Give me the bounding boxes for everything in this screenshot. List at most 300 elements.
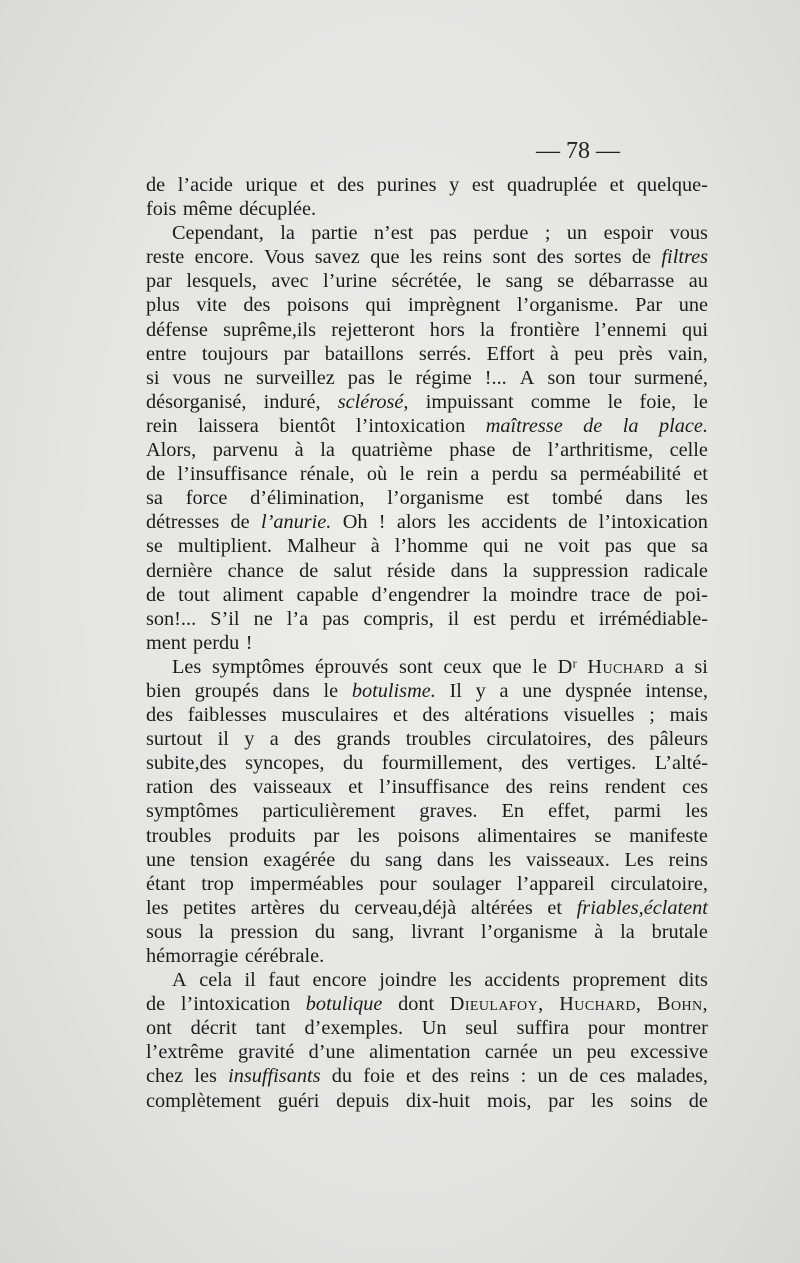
word: l’extrême <box>146 1041 224 1064</box>
word: le <box>532 655 547 678</box>
word: de <box>146 993 166 1016</box>
word: Huchard, <box>559 993 642 1016</box>
word: l’intoxication <box>598 511 708 534</box>
word: circulatoires, <box>486 728 592 751</box>
word: rejetteront <box>331 318 415 341</box>
word: Il <box>449 679 462 702</box>
word: vous <box>669 222 708 245</box>
word: ! <box>378 511 386 534</box>
word: les <box>447 511 471 534</box>
word: il <box>244 969 256 992</box>
word: y <box>475 679 486 702</box>
text-line <box>146 872 708 896</box>
word: dernière <box>146 559 213 582</box>
word: il <box>217 728 229 751</box>
word: n’est <box>373 222 414 245</box>
word: de <box>643 583 663 606</box>
text-line <box>146 438 708 462</box>
word: sont <box>492 246 527 269</box>
word: sa <box>550 463 568 486</box>
word: de <box>511 439 532 462</box>
word: urique <box>245 174 298 196</box>
word: carnée <box>484 1041 538 1064</box>
word: rendent <box>604 776 666 799</box>
word: même <box>182 198 233 221</box>
word: L’alté- <box>654 752 708 775</box>
word: la <box>620 920 635 943</box>
word: pas <box>322 607 350 630</box>
word: des <box>536 246 564 269</box>
word: vaisseaux. <box>525 848 610 871</box>
word: l’acide <box>177 174 233 196</box>
word: à <box>294 439 304 462</box>
word: foie, <box>639 390 677 413</box>
word: salut <box>333 559 372 582</box>
word: sous <box>146 920 183 943</box>
word: des <box>607 728 635 751</box>
word: régime <box>415 366 472 389</box>
word: alimentation <box>369 1041 471 1064</box>
word: les <box>685 487 708 510</box>
word: et <box>309 174 325 196</box>
text-line <box>146 414 708 438</box>
word: le <box>476 270 492 293</box>
text-line <box>146 631 708 655</box>
word: fois <box>146 198 177 221</box>
word: petites <box>183 896 237 919</box>
word: a <box>499 679 509 702</box>
word: des <box>146 704 174 727</box>
word: l’intoxication <box>356 414 466 437</box>
text-line <box>146 221 708 245</box>
word: pas <box>429 222 457 245</box>
word: bien <box>146 679 181 702</box>
text-line <box>146 173 708 197</box>
word: : <box>520 1065 527 1088</box>
word: Vous <box>264 246 305 269</box>
word: trace <box>590 583 631 606</box>
text-line <box>146 1016 708 1040</box>
word: perméabilité <box>579 463 681 486</box>
word: sang, <box>351 920 395 943</box>
word: avec <box>271 270 309 293</box>
word: voit <box>558 535 590 558</box>
word: l’ennemi <box>594 318 667 341</box>
word: la <box>502 559 518 582</box>
word: qui <box>365 294 392 317</box>
word: Dieulafoy, <box>449 993 544 1016</box>
word: perdue <box>473 222 529 245</box>
word: étant <box>146 872 186 895</box>
paragraph <box>146 221 708 655</box>
word: force <box>185 487 228 510</box>
word: de <box>146 463 166 486</box>
word: poisons <box>286 294 349 317</box>
word: l’insuffisance <box>379 776 490 799</box>
word: phase <box>449 439 496 462</box>
text-line <box>146 366 708 390</box>
word: et <box>348 776 363 799</box>
word: des <box>294 728 322 751</box>
word: dans <box>272 679 310 702</box>
word: se <box>594 824 612 847</box>
word: pas <box>347 366 375 389</box>
word: dans <box>625 487 663 510</box>
word: filtres <box>661 246 708 269</box>
word: pour <box>379 872 417 895</box>
word: manifeste <box>629 824 708 847</box>
word: soins <box>630 1089 672 1112</box>
text-line <box>146 799 708 823</box>
word: visuelles <box>563 704 635 727</box>
word: un <box>566 222 588 245</box>
word: Bohn, <box>657 993 708 1016</box>
word: vertiges. <box>566 752 637 775</box>
text-line <box>146 968 708 992</box>
word: rein <box>426 463 459 486</box>
word: ; <box>649 704 655 727</box>
word: Dʳ <box>557 655 577 678</box>
word: induré, <box>263 390 321 413</box>
text-line <box>146 1089 708 1113</box>
word: des <box>337 174 365 196</box>
text-line <box>146 510 708 534</box>
word: poi- <box>675 583 708 606</box>
word: sont <box>398 655 433 678</box>
word: du <box>350 848 371 871</box>
text-line <box>146 703 708 727</box>
word: rein <box>146 414 178 437</box>
word: brutale <box>651 920 708 943</box>
word: moindre <box>510 583 578 606</box>
word: un <box>552 1041 573 1064</box>
word: et <box>570 607 585 630</box>
word: parvenu <box>212 439 279 462</box>
word: les <box>409 246 433 269</box>
word: le <box>607 390 623 413</box>
word: ces <box>682 776 708 799</box>
word: montrer <box>643 1017 708 1040</box>
word: ; <box>544 222 551 245</box>
word: tour <box>588 366 622 389</box>
text-line <box>146 607 708 631</box>
word: Les <box>172 655 202 678</box>
word: malades, <box>636 1065 708 1088</box>
word: imperméables <box>249 872 364 895</box>
word: partie <box>311 222 358 245</box>
word: En <box>501 800 525 823</box>
text-line <box>146 655 708 679</box>
word: suffira <box>516 1017 570 1040</box>
word: l’anurie. <box>260 511 332 534</box>
word: quadruplée <box>506 174 598 196</box>
word: accidents <box>484 969 560 992</box>
word: peu <box>574 342 604 365</box>
word: une <box>146 848 176 871</box>
word: suppression <box>532 559 629 582</box>
text-line <box>146 269 708 293</box>
word: symptômes <box>146 800 239 823</box>
word: et <box>693 463 708 486</box>
word: du <box>314 920 336 943</box>
word: de <box>569 1065 589 1088</box>
word: irrémédiable- <box>598 607 708 630</box>
word: une <box>678 294 708 317</box>
word: et <box>609 174 625 196</box>
word: vite <box>196 294 227 317</box>
word: l’homme <box>394 535 469 558</box>
word: à <box>549 342 559 365</box>
word: des <box>431 1065 459 1088</box>
word: Les <box>624 848 654 871</box>
text-line <box>146 775 708 799</box>
word: de <box>230 511 250 534</box>
word: a <box>470 463 480 486</box>
word: des <box>505 776 533 799</box>
word: de <box>568 511 588 534</box>
word: l’organisme <box>387 487 484 510</box>
word: de <box>688 1089 708 1112</box>
word: une <box>522 679 552 702</box>
paragraph <box>146 968 708 1113</box>
word: ces <box>599 1065 626 1088</box>
text-line <box>146 245 708 269</box>
word: la <box>482 583 498 606</box>
word: insuffisants <box>228 1065 321 1088</box>
word: l’arthritisme, <box>547 439 654 462</box>
word: l’organisme <box>480 920 578 943</box>
word: entre <box>146 342 187 365</box>
word: multiplient. <box>177 535 272 558</box>
word: frontière <box>509 318 580 341</box>
word: pâleurs <box>649 728 708 751</box>
word: excessive <box>630 1041 708 1064</box>
word: hémorragie <box>146 945 239 967</box>
text-line <box>146 559 708 583</box>
word: les <box>146 896 169 919</box>
word: lesquels, <box>186 270 257 293</box>
word: débarrasse <box>588 270 675 293</box>
word: ment <box>146 631 187 654</box>
word: cerveau,déjà <box>354 896 457 919</box>
word: des <box>209 776 237 799</box>
word: ne <box>223 366 243 389</box>
text-line <box>146 751 708 775</box>
word: décuplée. <box>238 198 317 221</box>
word: est <box>506 487 530 510</box>
word: si <box>146 366 160 389</box>
word: Huchard <box>587 655 665 678</box>
word: mois, <box>486 1089 532 1112</box>
word: surmené, <box>634 366 708 389</box>
text-line <box>146 727 708 751</box>
word: perdu <box>491 463 538 486</box>
word: éprouvés <box>315 655 389 678</box>
word: les <box>194 1065 217 1088</box>
word: guéri <box>277 1089 320 1112</box>
word: se <box>557 270 575 293</box>
word: sclérosé, <box>337 390 409 413</box>
word: sang <box>384 848 423 871</box>
word: trop <box>201 872 234 895</box>
word: pression <box>230 920 299 943</box>
word: A <box>172 969 187 992</box>
word: le <box>399 463 415 486</box>
word: compris, <box>363 607 434 630</box>
text-line <box>146 848 708 872</box>
word: d’engendrer <box>371 583 470 606</box>
word: parmi <box>614 800 662 823</box>
word: subite,des <box>146 752 227 775</box>
word: l’appareil <box>516 872 595 895</box>
word: hors <box>429 318 465 341</box>
word: chance <box>227 559 284 582</box>
word: sang <box>505 270 543 293</box>
word: !... <box>484 366 507 389</box>
word: faut <box>268 969 300 992</box>
word: du <box>331 1065 352 1088</box>
word: reins <box>549 776 589 799</box>
word: son <box>547 366 576 389</box>
text-line <box>146 1040 708 1064</box>
word: et <box>405 1065 421 1088</box>
word: y <box>449 174 460 196</box>
word: toujours <box>201 342 269 365</box>
word: soulager <box>432 872 502 895</box>
word: grands <box>336 728 391 751</box>
word: quatrième <box>351 439 433 462</box>
word: Par <box>635 294 663 317</box>
word: l’organisme. <box>516 294 619 317</box>
word: se <box>146 535 163 558</box>
word: les <box>357 824 380 847</box>
word: d’exemples. <box>304 1017 404 1040</box>
word: son!... <box>146 607 197 630</box>
word: que <box>646 535 677 558</box>
word: les <box>449 969 472 992</box>
text-line <box>146 197 708 221</box>
word: tension <box>189 848 249 871</box>
page-number: — 78 — <box>536 138 620 164</box>
word: le <box>323 679 339 702</box>
word: complètement <box>146 1089 261 1112</box>
word: maîtresse <box>485 414 563 437</box>
word: accidents <box>481 511 557 534</box>
word: joindre <box>379 969 437 992</box>
word: a <box>269 728 279 751</box>
word: par <box>548 1089 575 1112</box>
word: surveillez <box>255 366 335 389</box>
paragraph <box>146 655 708 968</box>
word: surtout <box>146 728 203 751</box>
word: alimentaires <box>477 824 577 847</box>
word: à <box>594 920 604 943</box>
word: savez <box>314 246 360 269</box>
word: produits <box>229 824 296 847</box>
word: effet, <box>548 800 590 823</box>
word: suprême,ils <box>223 318 317 341</box>
word: a <box>674 655 684 678</box>
word: l’urine <box>322 270 378 293</box>
word: dits <box>678 969 708 992</box>
word: le <box>387 366 403 389</box>
word: encore. <box>194 246 254 269</box>
word: foie <box>363 1065 395 1088</box>
word: de <box>299 559 319 582</box>
word: pas <box>604 535 632 558</box>
word: la <box>198 920 214 943</box>
word: troubles <box>405 728 472 751</box>
word: ne <box>523 535 544 558</box>
word: si <box>694 655 708 678</box>
word: sécrétée, <box>391 270 462 293</box>
word: faiblesses <box>187 704 267 727</box>
word: proprement <box>572 969 666 992</box>
word: que <box>492 655 522 678</box>
word: vous <box>172 366 211 389</box>
word: le <box>693 390 708 413</box>
word: comme <box>530 390 591 413</box>
word: ration <box>146 776 194 799</box>
word: perdu <box>193 631 240 654</box>
word: où <box>366 463 388 486</box>
word: serrés. <box>418 342 472 365</box>
word: les <box>488 848 512 871</box>
word: défense <box>146 318 208 341</box>
word: par <box>313 824 340 847</box>
word: tombé <box>551 487 603 510</box>
word: désorganisé, <box>146 390 247 413</box>
word: reste <box>146 246 185 269</box>
word: particulièrement <box>262 800 396 823</box>
word: troubles <box>146 824 212 847</box>
word: rénale, <box>299 463 355 486</box>
word: par <box>283 342 310 365</box>
word: musculaires <box>281 704 379 727</box>
word: plus <box>146 294 180 317</box>
word: vaisseaux <box>253 776 332 799</box>
word: artères <box>250 896 305 919</box>
word: sortes <box>574 246 622 269</box>
word: dont <box>398 993 435 1016</box>
word: encore <box>312 969 367 992</box>
word: et <box>547 896 563 919</box>
word: la <box>479 318 495 341</box>
word: ne <box>253 607 273 630</box>
word: S’il <box>210 607 240 630</box>
word: Oh <box>342 511 368 534</box>
word: les <box>590 1089 614 1112</box>
word: livrant <box>411 920 465 943</box>
word: ! <box>245 631 253 654</box>
text-line <box>146 824 708 848</box>
word: tout <box>178 583 210 606</box>
word: perdu <box>509 607 556 630</box>
word: bientôt <box>279 414 336 437</box>
word: radicale <box>643 559 708 582</box>
word: exagérée <box>263 848 336 871</box>
word: bataillons <box>324 342 404 365</box>
word: est <box>473 607 496 630</box>
text-line <box>146 1064 708 1088</box>
word: l’intoxication <box>180 993 291 1016</box>
word: dans <box>450 559 488 582</box>
word: les <box>685 800 708 823</box>
word: mais <box>669 704 708 727</box>
word: botulique <box>305 993 383 1016</box>
word: reins <box>668 848 708 871</box>
word: sa <box>146 487 163 510</box>
